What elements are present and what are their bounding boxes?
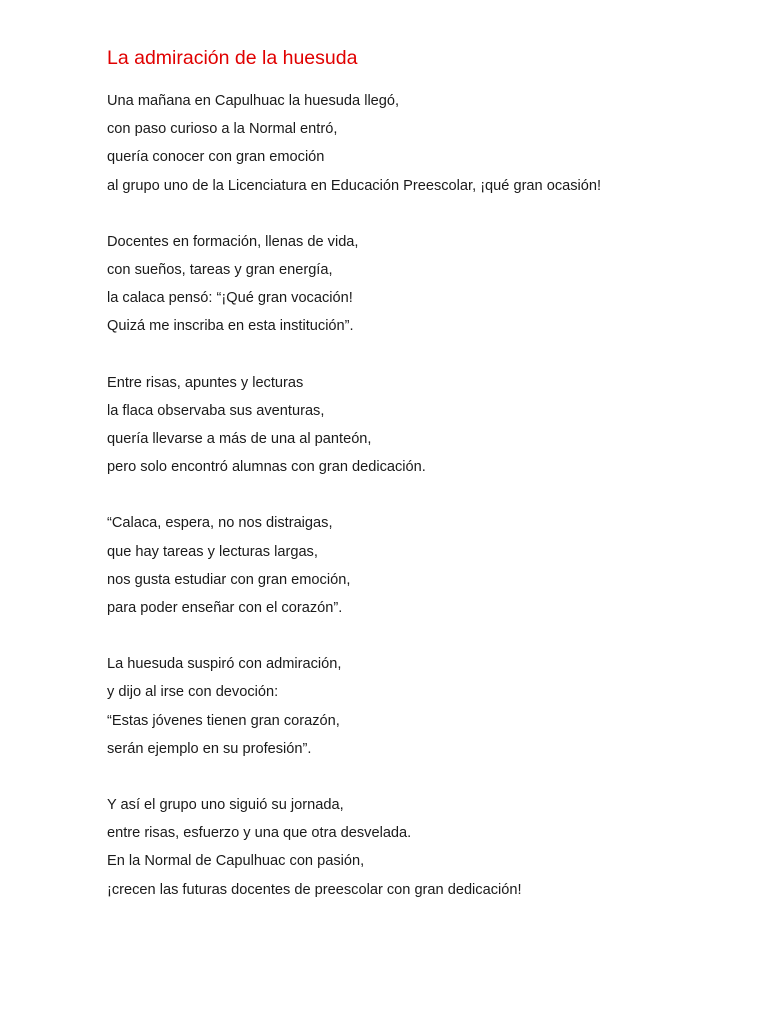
poem-line: entre risas, esfuerzo y una que otra desvelada. [107,825,412,842]
stanza-3 [107,369,727,482]
poem-line: pero solo encontró alumnas con gran dedicación. [107,459,426,476]
poem-line: La huesuda suspiró con admiración, [107,656,342,673]
poem-line: Docentes en formación, llenas de vida, [107,233,359,250]
poem-line: quería llevarse a más de una al panteón, [107,431,372,448]
stanza-2 [107,228,727,341]
poem-line: para poder enseñar con el corazón”. [107,600,343,617]
poem-line: nos gusta estudiar con gran emoción, [107,571,351,588]
stanza-6 [107,791,727,904]
document-page [107,45,727,932]
poem-line: serán ejemplo en su profesión”. [107,740,312,757]
poem-line: Y así el grupo uno siguió su jornada, [107,797,344,814]
poem-line: que hay tareas y lecturas largas, [107,543,318,560]
poem-line: quería conocer con gran emoción [107,149,325,166]
poem-line: “Estas jóvenes tienen gran corazón, [107,712,340,729]
poem-line: al grupo uno de la Licenciatura en Educación Preescolar, ¡qué gran ocasión! [107,177,602,194]
stanza-4 [107,509,727,622]
poem-line: la flaca observaba sus aventuras, [107,402,325,419]
poem-line: “Calaca, espera, no nos distraigas, [107,515,333,532]
poem-title: La admiración de la huesuda [107,47,358,69]
poem-line: En la Normal de Capulhuac con pasión, [107,853,365,870]
poem-line: con paso curioso a la Normal entró, [107,121,338,138]
poem-line: con sueños, tareas y gran energía, [107,262,333,279]
poem-line: la calaca pensó: “¡Qué gran vocación! [107,290,353,307]
poem-line: Una mañana en Capulhuac la huesuda llegó, [107,93,400,109]
poem-line: y dijo al irse con devoción: [107,684,279,701]
poem-line: Quizá me inscriba en esta institución”. [107,318,354,335]
stanza-1 [107,87,727,200]
poem-line: Entre risas, apuntes y lecturas [107,374,304,391]
poem-line: ¡crecen las futuras docentes de preescolar con gran dedicación! [107,881,522,898]
stanza-5 [107,650,727,763]
